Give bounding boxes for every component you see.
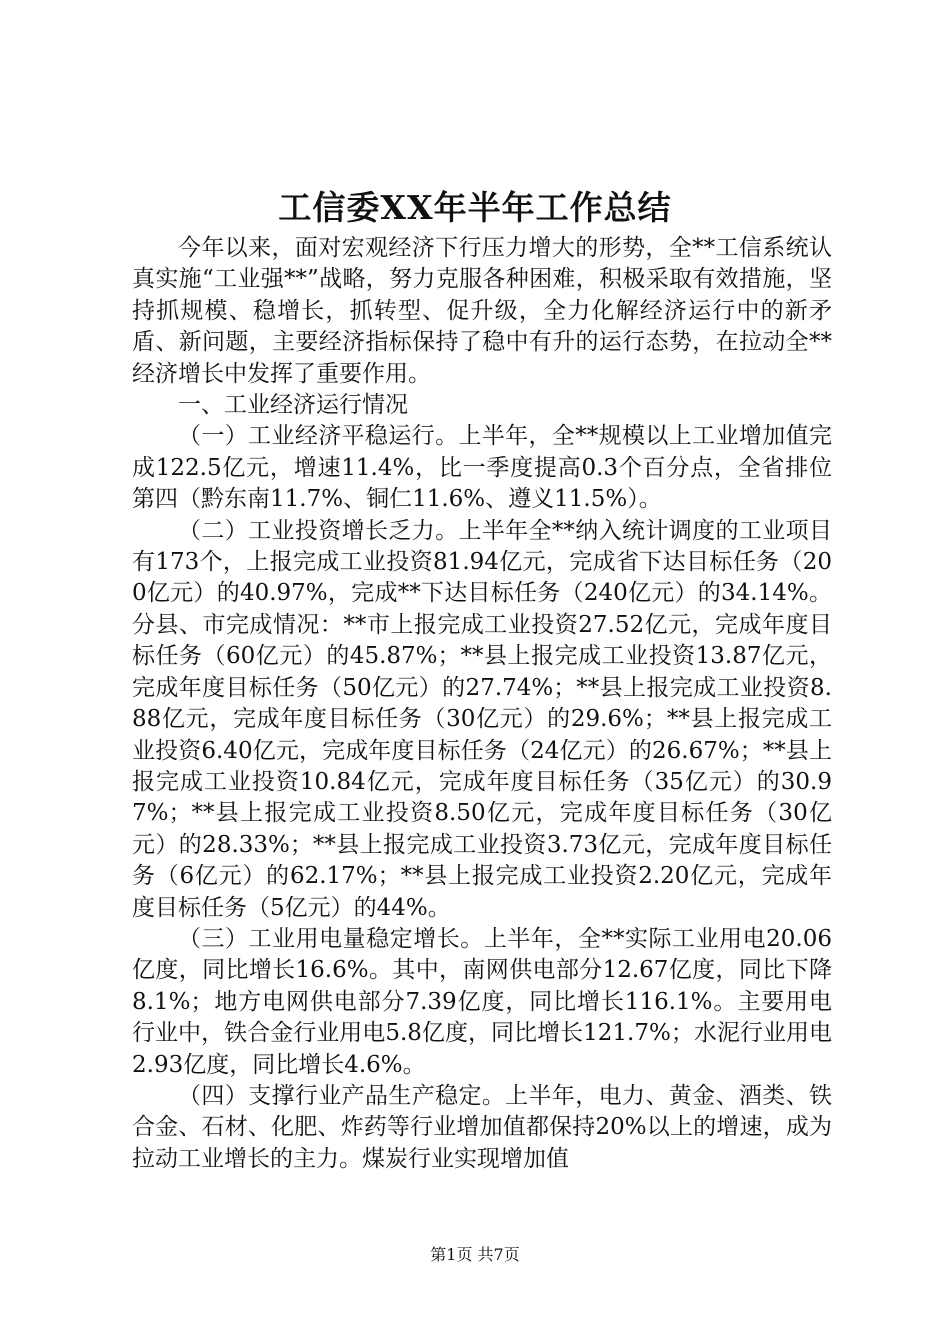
section-heading-1: 一、工业经济运行情况 [178,392,408,419]
paragraph-intro: 今年以来，面对宏观经济下行压力增大的形势，全**工信系统认真实施“工业强**”战略，努力克服各种困难，积极采取有效措施，坚持抓规模、稳增长，抓转型、促升级，全力化解经济运行中的新矛盾、新问题，主要经济指标保持了稳中有升的运行态势，在拉动全**经济增长中发挥了重要作用。 [132,235,832,387]
document-title: 工信委XX年半年工作总结 [278,188,672,227]
paragraph-supporting-industries: （四）支撑行业产品生产稳定。上半年，电力、黄金、酒类、铁合金、石材、化肥、炸药等行业增加值都保持20%以上的增速，成为拉动工业增长的主力。煤炭行业实现增加值 [132,1082,832,1172]
paragraph-industrial-economy: （一）工业经济平稳运行。上半年，全**规模以上工业增加值完成122.5亿元，增速11.4%，比一季度提高0.3个百分点，全省排位第四（黔东南11.7%、铜仁11.6%、遵义11.5%）。 [132,423,832,513]
page-number: 第1页 共7页 [430,1245,520,1264]
paragraph-industrial-investment: （二）工业投资增长乏力。上半年全**纳入统计调度的工业项目有173个，上报完成工业投资81.94亿元，完成省下达目标任务（200亿元）的40.97%，完成**下达目标任务（240亿元）的34.14%。分县、市完成情况：**市上报完成工业投资27.52亿元，完成年度目标任务（60亿元）的45.87%；**县上报完成工业投资13.87亿元，完成年度目标任务（50亿元）的27.74%；**县上报完成工业投资8.88亿元，完成年度目标任务（30亿元）的29.6%；**县上报完成工业投资6.40亿元，完成年度目标任务（24亿元）的26.67%；**县上报完成工业投资10.84亿元，完成年度目标任务（35亿元）的30.97%；**县上报完成工业投资8.50亿元，完成年度目标任务（30亿元）的28.33%；**县上报完成工业投资3.73亿元，完成年度目标任务（6亿元）的62.17%；**县上报完成工业投资2.20亿元，完成年度目标任务（5亿元）的44%。 [132,517,832,921]
document-body [132,233,832,1175]
paragraph-industrial-electricity: （三）工业用电量稳定增长。上半年，全**实际工业用电20.06亿度，同比增长16.6%。其中，南网供电部分12.67亿度，同比下降8.1%；地方电网供电部分7.39亿度，同比增长116.1%。主要用电行业中，铁合金行业用电5.8亿度，同比增长121.7%；水泥行业用电2.93亿度，同比增长4.6%。 [132,925,832,1078]
